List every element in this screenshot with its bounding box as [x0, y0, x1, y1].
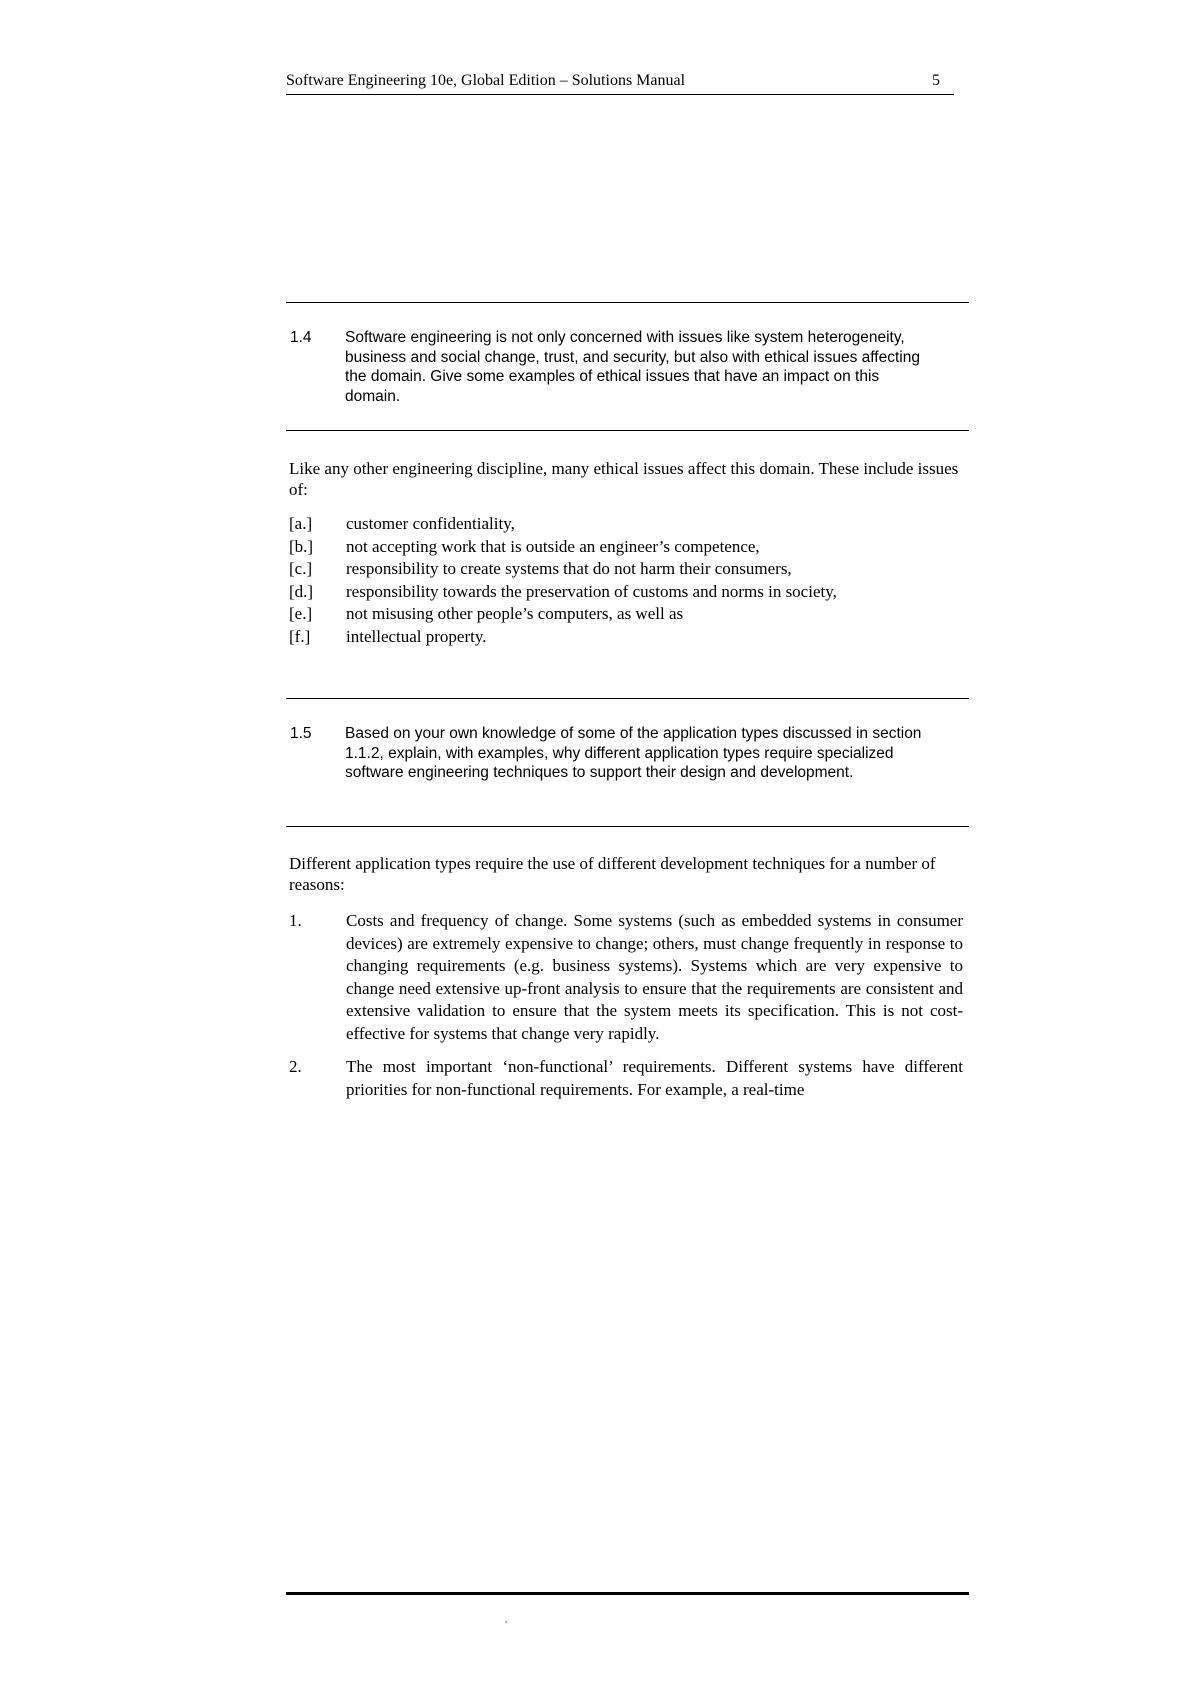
- list-label: [e.]: [289, 604, 313, 623]
- list-item: [289, 603, 969, 626]
- list-item: [289, 513, 969, 536]
- list-label: [b.]: [289, 536, 314, 556]
- list-label: [d.]: [289, 581, 314, 601]
- answer-1-4-intro: Like any other engineering discipline, many ethical issues affect this domain. These include issues of:: [289, 459, 959, 499]
- list-label: [c.]: [289, 559, 313, 578]
- ethical-issues-list: [289, 513, 969, 648]
- question-text: Based on your own knowledge of some of the application types discussed in section 1.1.2, explain, with examples, why different application types require specialized software engineering techniques to support their design and development.: [345, 725, 922, 781]
- list-item: [289, 626, 969, 649]
- list-text: responsibility to create systems that do not harm their consumers,: [346, 559, 792, 578]
- list-number: 1.: [289, 911, 302, 930]
- list-number: 2.: [289, 1057, 302, 1076]
- question-number: 1.5: [290, 725, 312, 742]
- question-top-rule: [286, 698, 969, 699]
- list-text: not misusing other people’s computers, as well as: [346, 604, 684, 623]
- question-top-rule: [286, 302, 969, 303]
- list-text: intellectual property.: [346, 626, 487, 646]
- footer-rule: [286, 1592, 969, 1595]
- list-text: Costs and frequency of change. Some systems (such as embedded systems in consumer devices) are extremely expensive to change; others, must change frequently in response to changing requirements (e.g. business systems). Systems which are very expensive to change need extensive up-front analysis to ensure that the requirements are consistent and extensive validation to ensure that the system meets its specification. This is not cost-effective for systems that change very rapidly.: [346, 911, 963, 1043]
- page-number: 5: [932, 72, 940, 89]
- list-item: [289, 558, 969, 581]
- header-title: Software Engineering 10e, Global Edition – Solutions Manual: [286, 72, 686, 89]
- answer-1-5-intro: Different application types require the use of different development techniques for a number of reasons:: [289, 854, 936, 894]
- question-bottom-rule: [286, 430, 969, 431]
- list-text: customer confidentiality,: [346, 514, 515, 533]
- question-number: 1.4: [290, 329, 312, 346]
- list-text: responsibility towards the preservation of customs and norms in society,: [346, 581, 837, 601]
- reasons-list: [289, 910, 969, 1112]
- list-item: [289, 1056, 969, 1101]
- list-text: not accepting work that is outside an engineer’s competence,: [346, 536, 760, 556]
- list-item: [289, 536, 969, 559]
- list-text: The most important ‘non-functional’ requirements. Different systems have different priorities for non-functional requirements. For example, a real-time: [346, 1057, 963, 1099]
- list-item: [289, 581, 969, 604]
- footer-mark: ‚: [505, 1614, 507, 1624]
- list-label: [a.]: [289, 514, 313, 533]
- question-text: Software engineering is not only concerned with issues like system heterogeneity, business and social change, trust, and security, but also with ethical issues affecting the domain. Give some examples of ethical issues that have an impact on this domain.: [345, 329, 920, 405]
- list-item: [289, 910, 969, 1045]
- question-bottom-rule: [286, 826, 969, 827]
- running-header: [286, 70, 954, 95]
- list-label: [f.]: [289, 626, 311, 646]
